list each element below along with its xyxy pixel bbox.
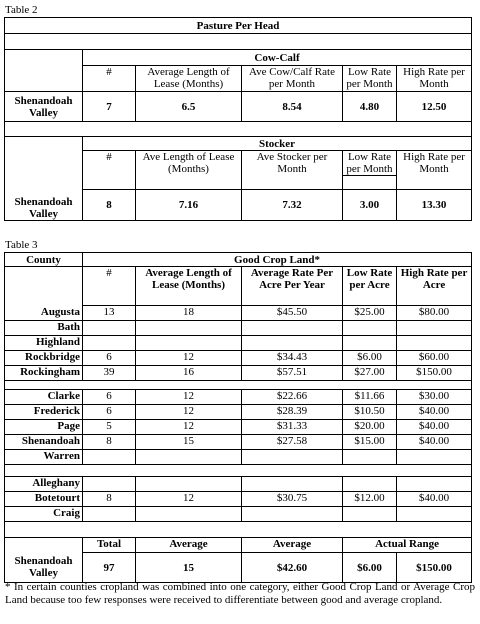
county-name: Rockbridge	[5, 351, 83, 366]
county-high: $40.00	[397, 420, 472, 435]
county-count	[83, 336, 136, 351]
table2	[4, 17, 472, 221]
county-low	[343, 336, 397, 351]
county-rate: $45.50	[242, 306, 343, 321]
cowcalf-high: 12.50	[397, 92, 472, 122]
county-low	[343, 507, 397, 522]
county-name: Shenandoah	[5, 435, 83, 450]
county-name: Bath	[5, 321, 83, 336]
county-lease: 12	[136, 390, 242, 405]
stocker-row-label: Shenandoah Valley	[5, 137, 83, 221]
county-lease: 12	[136, 351, 242, 366]
county-count	[83, 507, 136, 522]
t3-header-rate: Average Rate Per Acre Per Year	[242, 267, 343, 306]
t3-header-low: Low Rate per Acre	[343, 267, 397, 306]
county-high	[397, 321, 472, 336]
county-rate: $27.58	[242, 435, 343, 450]
county-high: $80.00	[397, 306, 472, 321]
county-name: Warren	[5, 450, 83, 465]
table2-caption: Table 2	[5, 4, 38, 16]
county-lease	[136, 336, 242, 351]
county-rate	[242, 321, 343, 336]
county-low	[343, 477, 397, 492]
stocker-high: 13.30	[397, 190, 472, 221]
county-name: Craig	[5, 507, 83, 522]
blank-cell	[5, 538, 83, 553]
cowcalf-rate: 8.54	[242, 92, 343, 122]
spacer-row	[5, 381, 472, 390]
county-high	[397, 477, 472, 492]
cowcalf-header-low: Low Rate per Month	[343, 66, 397, 92]
spacer-row	[5, 465, 472, 477]
county-rate: $57.51	[242, 366, 343, 381]
county-high: $60.00	[397, 351, 472, 366]
summary-header-lease: Average	[136, 538, 242, 553]
stocker-rate: 7.32	[242, 190, 343, 221]
county-low: $12.00	[343, 492, 397, 507]
county-lease: 12	[136, 405, 242, 420]
county-count: 39	[83, 366, 136, 381]
blank-cell	[5, 267, 83, 306]
county-name: Clarke	[5, 390, 83, 405]
table3-title: Good Crop Land*	[83, 253, 472, 267]
county-rate: $34.43	[242, 351, 343, 366]
county-low: $25.00	[343, 306, 397, 321]
cowcalf-header-count: #	[83, 66, 136, 92]
county-name: Frederick	[5, 405, 83, 420]
cowcalf-header-lease: Average Length of Lease (Months)	[136, 66, 242, 92]
county-rate	[242, 507, 343, 522]
county-count: 5	[83, 420, 136, 435]
cowcalf-count: 7	[83, 92, 136, 122]
table2-title: Pasture Per Head	[5, 18, 472, 34]
cowcalf-section-header: Cow-Calf	[83, 50, 472, 66]
county-rate	[242, 336, 343, 351]
county-rate	[242, 450, 343, 465]
stocker-low: 3.00	[343, 190, 397, 221]
cowcalf-lease: 6.5	[136, 92, 242, 122]
county-low: $27.00	[343, 366, 397, 381]
county-lease	[136, 477, 242, 492]
county-name: Rockingham	[5, 366, 83, 381]
summary-lease: 15	[136, 553, 242, 583]
t3-header-high: High Rate per Acre	[397, 267, 472, 306]
footnote: * In certain counties cropland was combined into one category, either Good Crop Land or Average Crop Land because too few responses were received to differentiate between good and average cropland.	[5, 581, 475, 606]
stocker-header-low: Low Rate per Month	[343, 151, 397, 176]
county-name: Alleghany	[5, 477, 83, 492]
table3	[4, 252, 472, 583]
county-rate	[242, 477, 343, 492]
t3-header-count: #	[83, 267, 136, 306]
stocker-section-header: Stocker	[83, 137, 472, 151]
cowcalf-low: 4.80	[343, 92, 397, 122]
county-name: Augusta	[5, 306, 83, 321]
spacer-row	[5, 122, 472, 137]
county-count: 8	[83, 435, 136, 450]
county-rate: $31.33	[242, 420, 343, 435]
county-count: 6	[83, 390, 136, 405]
stocker-lease: 7.16	[136, 190, 242, 221]
blank-cell	[5, 66, 83, 92]
county-count	[83, 321, 136, 336]
county-rate: $30.75	[242, 492, 343, 507]
stocker-header-lease: Ave Length of Lease (Months)	[136, 151, 242, 190]
county-count	[83, 450, 136, 465]
county-low: $11.66	[343, 390, 397, 405]
county-high: $40.00	[397, 492, 472, 507]
stocker-header-count: #	[83, 151, 136, 190]
summary-header-range: Actual Range	[343, 538, 472, 553]
blank-cell	[343, 176, 397, 190]
county-lease	[136, 450, 242, 465]
county-count: 13	[83, 306, 136, 321]
cowcalf-header-high: High Rate per Month	[397, 66, 472, 92]
county-lease: 15	[136, 435, 242, 450]
county-high: $40.00	[397, 435, 472, 450]
summary-row-label: Shenandoah Valley	[5, 553, 83, 583]
county-header: County	[5, 253, 83, 267]
county-high: $150.00	[397, 366, 472, 381]
county-lease: 12	[136, 420, 242, 435]
county-count	[83, 477, 136, 492]
summary-high: $150.00	[397, 553, 472, 583]
summary-total: 97	[83, 553, 136, 583]
county-name: Highland	[5, 336, 83, 351]
county-high	[397, 336, 472, 351]
spacer-row	[5, 522, 472, 538]
summary-header-rate: Average	[242, 538, 343, 553]
county-high: $40.00	[397, 405, 472, 420]
cowcalf-row-label: Shenandoah Valley	[5, 92, 83, 122]
county-low: $10.50	[343, 405, 397, 420]
blank-cell	[5, 50, 83, 66]
county-rate: $22.66	[242, 390, 343, 405]
county-low: $15.00	[343, 435, 397, 450]
county-lease: 18	[136, 306, 242, 321]
table3-caption: Table 3	[5, 239, 38, 251]
county-name: Page	[5, 420, 83, 435]
county-lease: 12	[136, 492, 242, 507]
county-lease	[136, 507, 242, 522]
county-low	[343, 450, 397, 465]
stocker-header-rate: Ave Stocker per Month	[242, 151, 343, 190]
summary-rate: $42.60	[242, 553, 343, 583]
cowcalf-header-rate: Ave Cow/Calf Rate per Month	[242, 66, 343, 92]
county-name: Botetourt	[5, 492, 83, 507]
spacer-row	[5, 34, 472, 50]
county-rate: $28.39	[242, 405, 343, 420]
t3-header-lease: Average Length of Lease (Months)	[136, 267, 242, 306]
stocker-header-high: High Rate per Month	[397, 151, 472, 190]
stocker-count: 8	[83, 190, 136, 221]
county-high	[397, 507, 472, 522]
county-low: $6.00	[343, 351, 397, 366]
county-lease: 16	[136, 366, 242, 381]
county-count: 6	[83, 351, 136, 366]
summary-header-total: Total	[83, 538, 136, 553]
summary-low: $6.00	[343, 553, 397, 583]
county-high: $30.00	[397, 390, 472, 405]
county-low	[343, 321, 397, 336]
county-lease	[136, 321, 242, 336]
county-high	[397, 450, 472, 465]
county-count: 8	[83, 492, 136, 507]
county-count: 6	[83, 405, 136, 420]
county-low: $20.00	[343, 420, 397, 435]
